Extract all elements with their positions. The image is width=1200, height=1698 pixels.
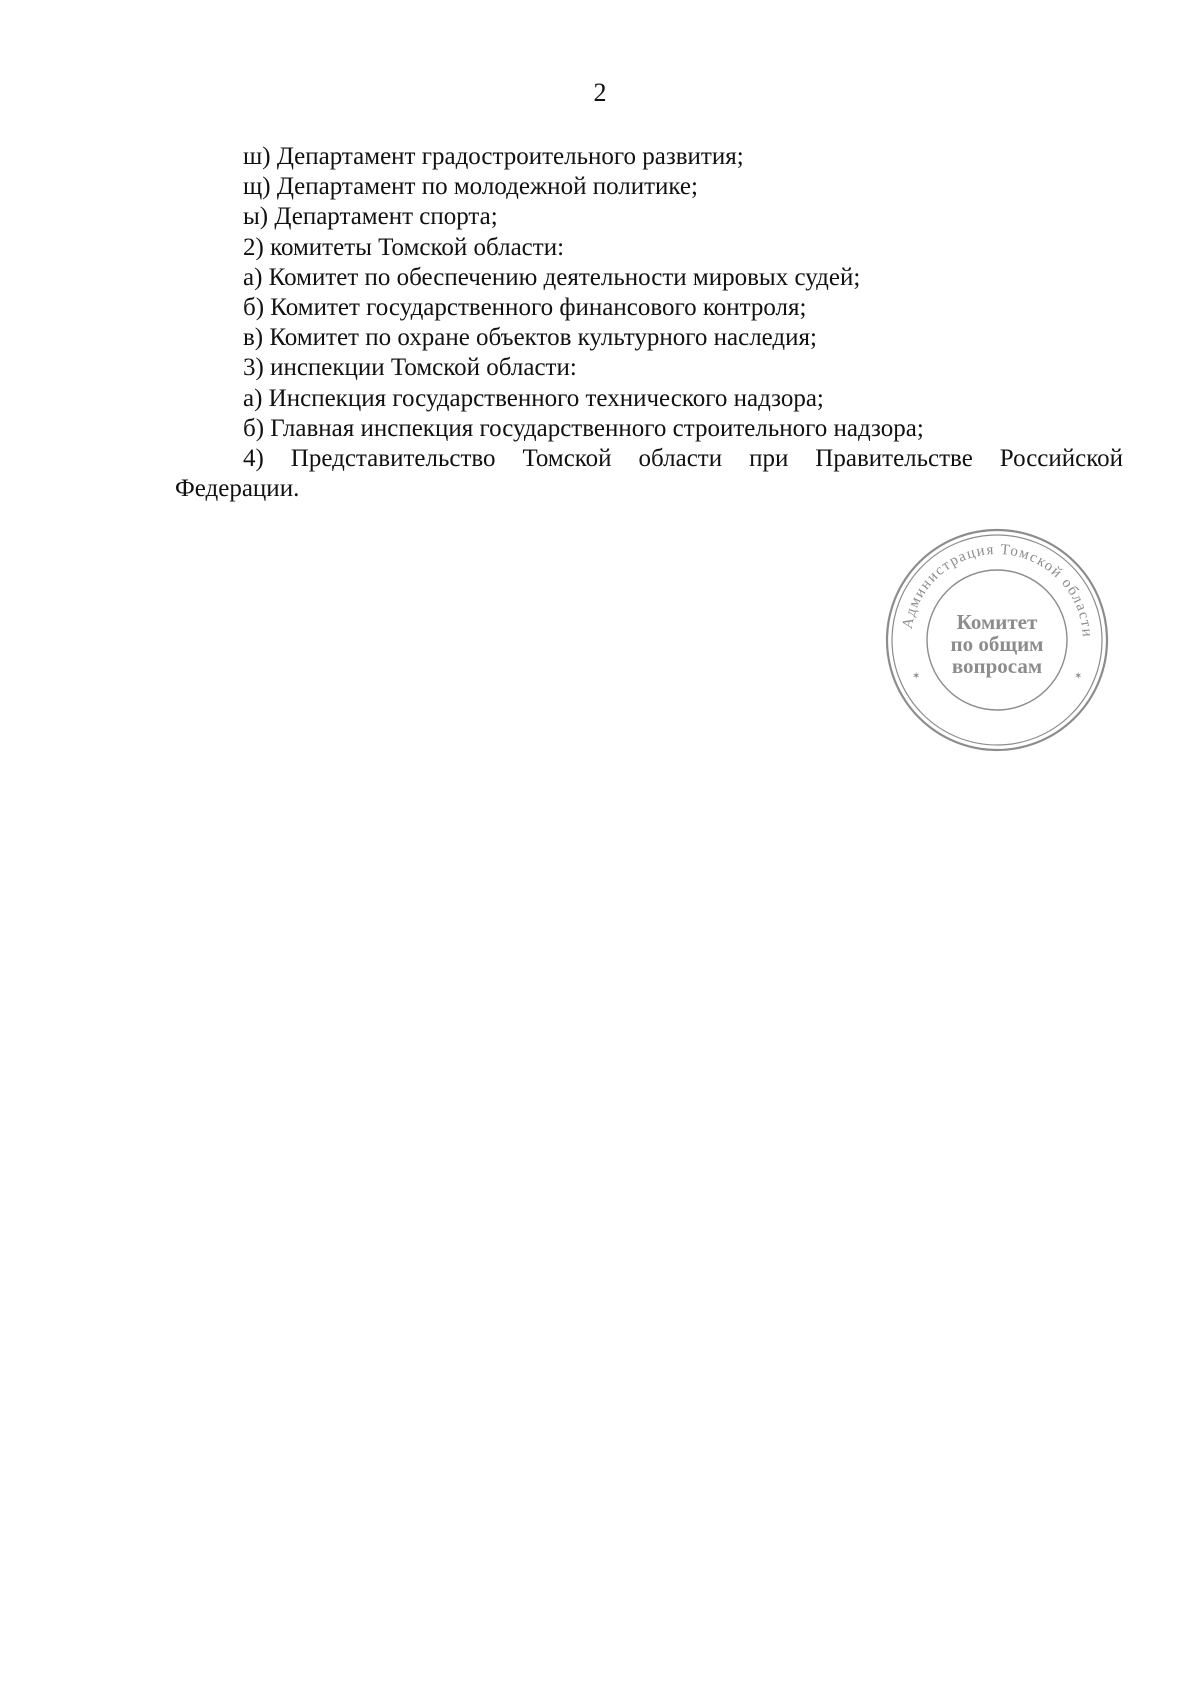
list-item: в) Комитет по охране объектов культурного наследия; [243,324,817,352]
svg-text:✶: ✶ [912,671,921,682]
official-seal [884,527,1110,753]
list-item: ш) Департамент градостроительного развития; [243,143,744,170]
svg-text:✶: ✶ [1074,671,1083,682]
list-item: а) Инспекция государственного технического надзора; [243,384,824,412]
document-body [175,142,1123,504]
seal-center-line-3: вопросам [951,654,1043,678]
list-item: а) Комитет по обеспечению деятельности мировых судей; [243,263,861,291]
list-item-representation: 4) Представительство Томской области при Правительстве Российской Федерации. [175,445,1123,503]
list-item: б) Комитет государственного финансового контроля; [243,294,807,322]
page-number: 2 [593,78,607,107]
seal-center-line-1: Комитет [956,610,1038,634]
seal-ring-text: Администрация Томской области [899,541,1096,639]
seal-center-line-2: по общим [950,632,1044,656]
section-heading: 3) инспекции Томской области: [243,354,577,382]
section-heading: 2) комитеты Томской области: [243,233,565,261]
list-item: ы) Департамент спорта; [243,203,498,231]
list-item: б) Главная инспекция государственного строительного надзора; [243,414,924,442]
list-item: щ) Департамент по молодежной политике; [243,173,698,201]
